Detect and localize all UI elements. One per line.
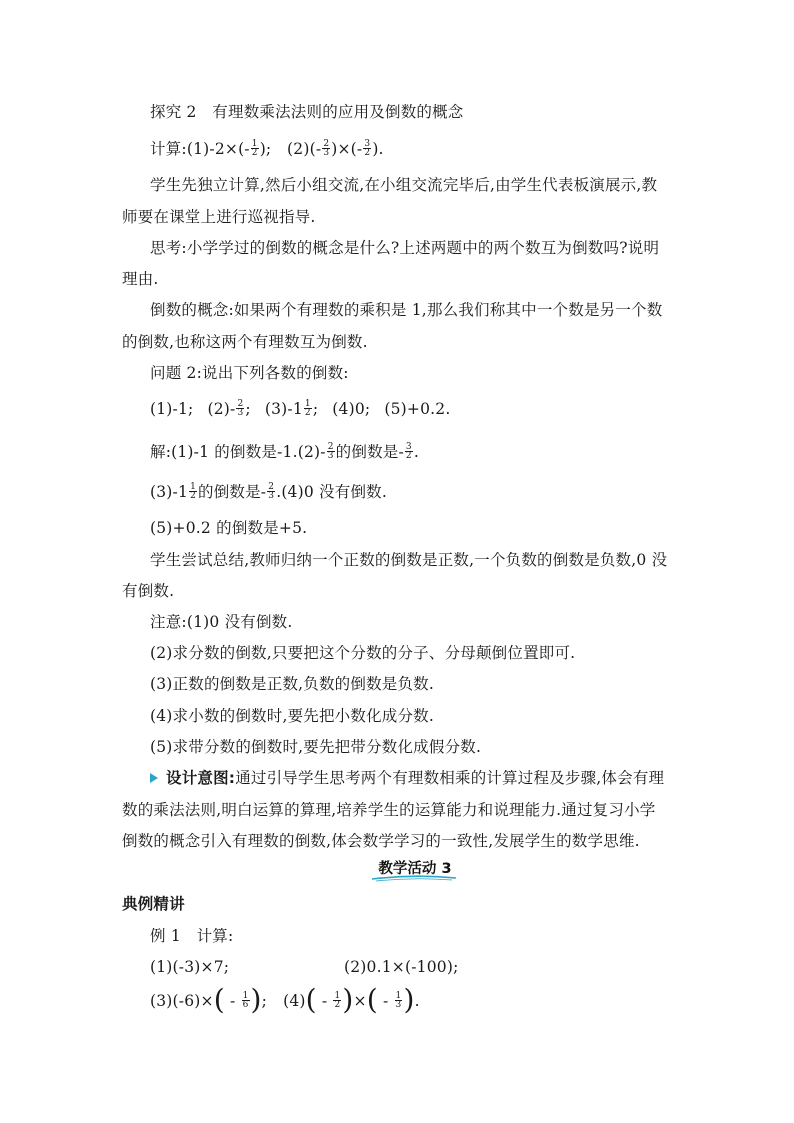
right-paren: ): [250, 983, 262, 1016]
fraction: [327, 443, 335, 460]
left-paren: (: [213, 983, 225, 1016]
solution-line: 解:(1)-1 的倒数是-1.(2)- $\frac{2}{3}$ 的倒数是- $\frac{3}{2}$ .: [150, 441, 419, 461]
fraction-denominator: 3: [268, 490, 275, 501]
fraction-denominator: 3: [327, 450, 334, 461]
fraction-denominator: 3: [237, 407, 244, 418]
section-heading: 探究 2 有理数乘法法则的应用及倒数的概念: [150, 103, 464, 121]
question-item: (4)0;: [332, 400, 371, 418]
right-paren: ): [403, 983, 415, 1016]
paragraph-line: 思考:小学学过的倒数的概念是什么?上述两题中的两个数互为倒数吗?说明: [150, 239, 660, 257]
example-item: (1)(-3)×7;: [150, 958, 230, 976]
solution-line: (3)-1 $\frac{1}{2}$ 的倒数是- $\frac{2}{3}$ .(4)0 没有倒数.: [150, 481, 387, 501]
fraction: [395, 992, 403, 1009]
left-paren: (: [366, 983, 378, 1016]
fraction-numerator: 2: [268, 481, 275, 492]
example-title: 例 1 计算:: [150, 927, 234, 945]
fraction: [304, 400, 312, 417]
fraction-denominator: 2: [405, 450, 412, 461]
fraction: [333, 992, 341, 1009]
note-line: (3)正数的倒数是正数,负数的倒数是负数.: [150, 675, 435, 693]
fraction-numerator: 2: [323, 138, 330, 149]
fraction-denominator: 2: [190, 490, 196, 501]
fraction-numerator: 3: [364, 138, 371, 149]
question-item: (1)-1;: [150, 400, 194, 418]
fraction-denominator: 3: [395, 999, 402, 1010]
paragraph-line: 有倒数.: [122, 582, 175, 600]
triangle-bullet-icon: [150, 773, 158, 783]
paragraph-line: 理由.: [122, 270, 159, 288]
note-line: (4)求小数的倒数时,要先把小数化成分数.: [150, 707, 435, 725]
note-line: 注意:(1)0 没有倒数.: [150, 613, 293, 631]
fraction-denominator: 2: [364, 147, 371, 158]
note-line: (2)求分数的倒数,只要把这个分数的分子、分母颠倒位置即可.: [150, 644, 576, 662]
question-item: (5)+0.2.: [384, 400, 451, 418]
question-item: (3)-1 $\frac{1}{2}$ ;: [264, 398, 319, 418]
paragraph-line: 学生先独立计算,然后小组交流,在小组交流完毕后,由学生代表板演展示,教: [150, 176, 658, 194]
example-item: (2)0.1×(-100);: [344, 958, 459, 976]
design-intent-line: 数的乘法法则,明白运算的算理,培养学生的运算能力和说理能力.通过复习小学: [122, 801, 656, 819]
calc-prefix: 计算:(1)-2×(-: [150, 140, 250, 158]
fraction-denominator: 6: [242, 999, 249, 1010]
note-line: (5)求带分数的倒数时,要先把带分数化成假分数.: [150, 738, 482, 756]
example-item: (4)( - $\frac{1}{2}$ )×( - $\frac{1}{3}$ ).: [283, 983, 420, 1016]
left-paren: (: [305, 983, 317, 1016]
activity-title: [368, 859, 462, 881]
fraction: [189, 483, 197, 500]
question-title: 问题 2:说出下列各数的倒数:: [150, 364, 349, 382]
fraction-denominator: 2: [334, 999, 341, 1010]
calc-mid: ); (2)(-: [259, 140, 322, 158]
fraction-denominator: 3: [323, 147, 330, 158]
section-subheading: 典例精讲: [122, 895, 185, 913]
question-item: (2)- $\frac{2}{3}$ ;: [207, 398, 251, 418]
fraction-numerator: 1: [334, 990, 341, 1001]
design-intent-label: 设计意图:: [166, 769, 236, 787]
fraction-numerator: 2: [327, 441, 334, 452]
calc-end: ).: [372, 140, 384, 158]
fraction: [322, 140, 330, 157]
fraction: [267, 483, 275, 500]
fraction: [236, 400, 244, 417]
fraction-numerator: 2: [237, 398, 244, 409]
fraction-numerator: 1: [395, 990, 402, 1001]
fraction-numerator: 1: [190, 481, 196, 492]
calc-mid2: )×(-: [331, 140, 363, 158]
paragraph-line: 师要在课堂上进行巡视指导.: [122, 208, 316, 226]
fraction-numerator: 1: [242, 990, 249, 1001]
fraction-numerator: 3: [405, 441, 412, 452]
fraction-denominator: 2: [304, 407, 311, 418]
right-paren: ): [342, 983, 354, 1016]
calc-line: [150, 138, 384, 160]
example-line: [150, 983, 420, 1016]
activity-underline-swoosh: [370, 874, 458, 882]
paragraph-line: 的倒数,也称这两个有理数互为倒数.: [122, 333, 368, 351]
paragraph-line: 学生尝试总结,教师归纳一个正数的倒数是正数,一个负数的倒数是负数,0 没: [150, 551, 668, 569]
fraction-numerator: 1: [251, 138, 258, 149]
fraction-denominator: 2: [251, 147, 258, 158]
design-intent-line: 设计意图:通过引导学生思考两个有理数相乘的计算过程及步骤,体会有理: [150, 767, 664, 789]
paragraph-line: 倒数的概念:如果两个有理数的乘积是 1,那么我们称其中一个数是另一个数: [150, 301, 663, 319]
fraction: [242, 992, 250, 1009]
fraction: [363, 140, 371, 157]
question-items: [150, 398, 450, 420]
fraction: [251, 140, 259, 157]
design-intent-line: 倒数的概念引入有理数的倒数,体会数学学习的一致性,发展学生的数学思维.: [122, 832, 640, 850]
fraction-numerator: 1: [304, 398, 311, 409]
fraction: [405, 443, 413, 460]
example-item: (3)(-6)×( - $\frac{1}{6}$ );: [150, 983, 268, 1016]
activity-title-text: 教学活动 3: [378, 861, 452, 877]
solution-line: (5)+0.2 的倒数是+5.: [150, 519, 308, 537]
